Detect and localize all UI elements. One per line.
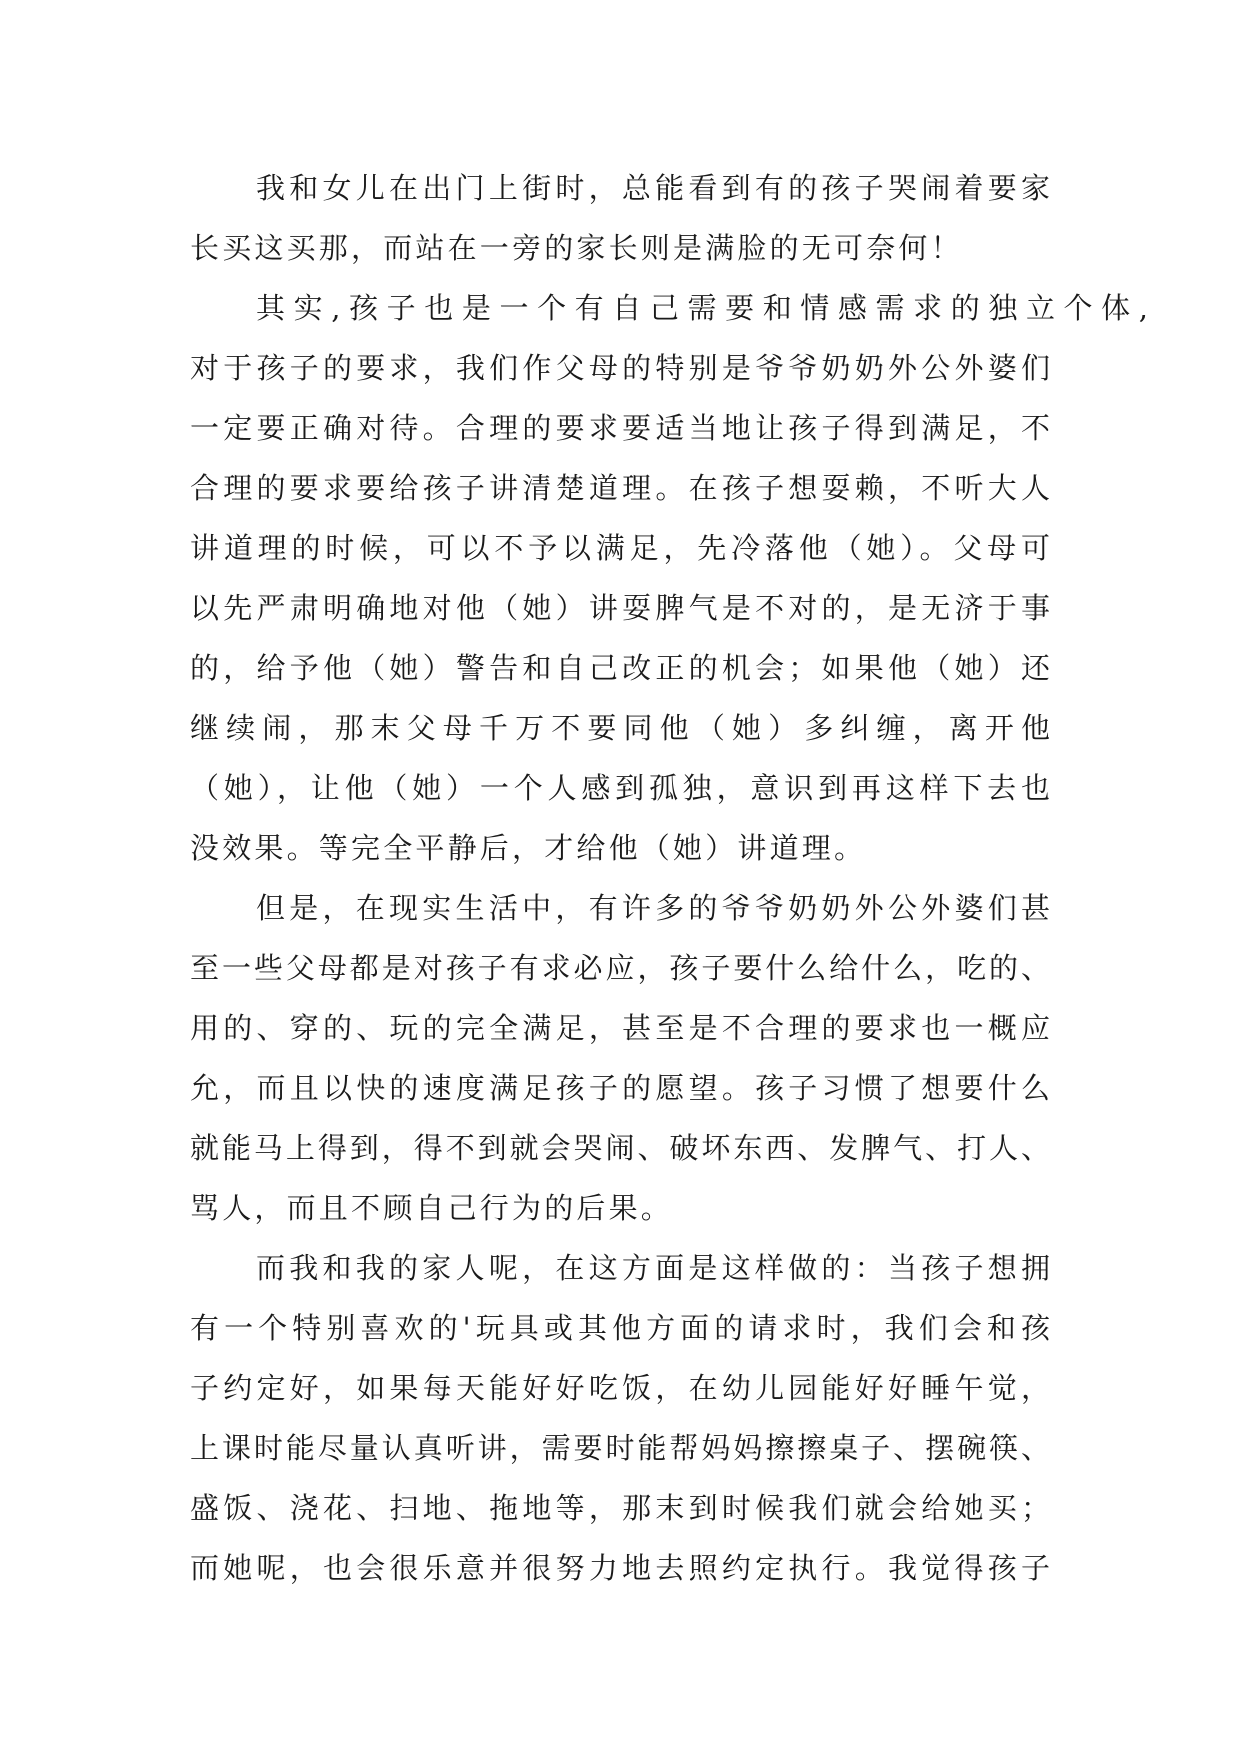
- text-line: 盛饭、浇花、扫地、拖地等，那末到时候我们就会给她买；: [190, 1491, 1050, 1525]
- text-line: 以先严肃明确地对他（她）讲耍脾气是不对的，是无济于事: [190, 591, 1050, 625]
- text-line: 对于孩子的要求，我们作父母的特别是爷爷奶奶外公外婆们: [190, 351, 1050, 385]
- text-line: 但是，在现实生活中，有许多的爷爷奶奶外公外婆们甚: [256, 891, 1050, 925]
- text-line: 一定要正确对待。合理的要求要适当地让孩子得到满足，不: [190, 411, 1050, 445]
- text-line: 至一些父母都是对孩子有求必应，孩子要什么给什么，吃的、: [190, 951, 1050, 985]
- text-line: 合理的要求要给孩子讲清楚道理。在孩子想耍赖，不听大人: [190, 471, 1050, 505]
- text-line: 继续闹，那末父母千万不要同他（她）多纠缠，离开他: [190, 711, 1050, 745]
- text-line: 的，给予他（她）警告和自己改正的机会；如果他（她）还: [190, 651, 1050, 685]
- text-line: 允，而且以快的速度满足孩子的愿望。孩子习惯了想要什么: [190, 1071, 1050, 1105]
- text-line: 讲道理的时候，可以不予以满足，先冷落他（她）。父母可: [190, 531, 1050, 565]
- text-line: 其实,孩子也是一个有自己需要和情感需求的独立个体,: [256, 291, 1148, 325]
- text-line: 子约定好，如果每天能好好吃饭，在幼儿园能好好睡午觉，: [190, 1371, 1050, 1405]
- text-line: 用的、穿的、玩的完全满足，甚至是不合理的要求也一概应: [190, 1011, 1050, 1045]
- text-line: 有一个特别喜欢的'玩具或其他方面的请求时，我们会和孩: [190, 1311, 1050, 1345]
- text-line: 上课时能尽量认真听讲，需要时能帮妈妈擦擦桌子、摆碗筷、: [190, 1431, 1050, 1465]
- text-line: 而她呢，也会很乐意并很努力地去照约定执行。我觉得孩子: [190, 1551, 1050, 1585]
- text-line: 就能马上得到，得不到就会哭闹、破坏东西、发脾气、打人、: [190, 1131, 1050, 1165]
- text-line: 骂人，而且不顾自己行为的后果。: [190, 1191, 674, 1225]
- text-line: 我和女儿在出门上街时，总能看到有的孩子哭闹着要家: [256, 171, 1050, 205]
- text-line: 长买这买那，而站在一旁的家长则是满脸的无可奈何！: [190, 231, 963, 265]
- text-line: 没效果。等完全平静后，才给他（她）讲道理。: [190, 831, 867, 865]
- text-line: 而我和我的家人呢，在这方面是这样做的：当孩子想拥: [256, 1251, 1050, 1285]
- text-line: （她），让他（她）一个人感到孤独，意识到再这样下去也: [190, 771, 1050, 805]
- document-body: [190, 158, 1148, 1598]
